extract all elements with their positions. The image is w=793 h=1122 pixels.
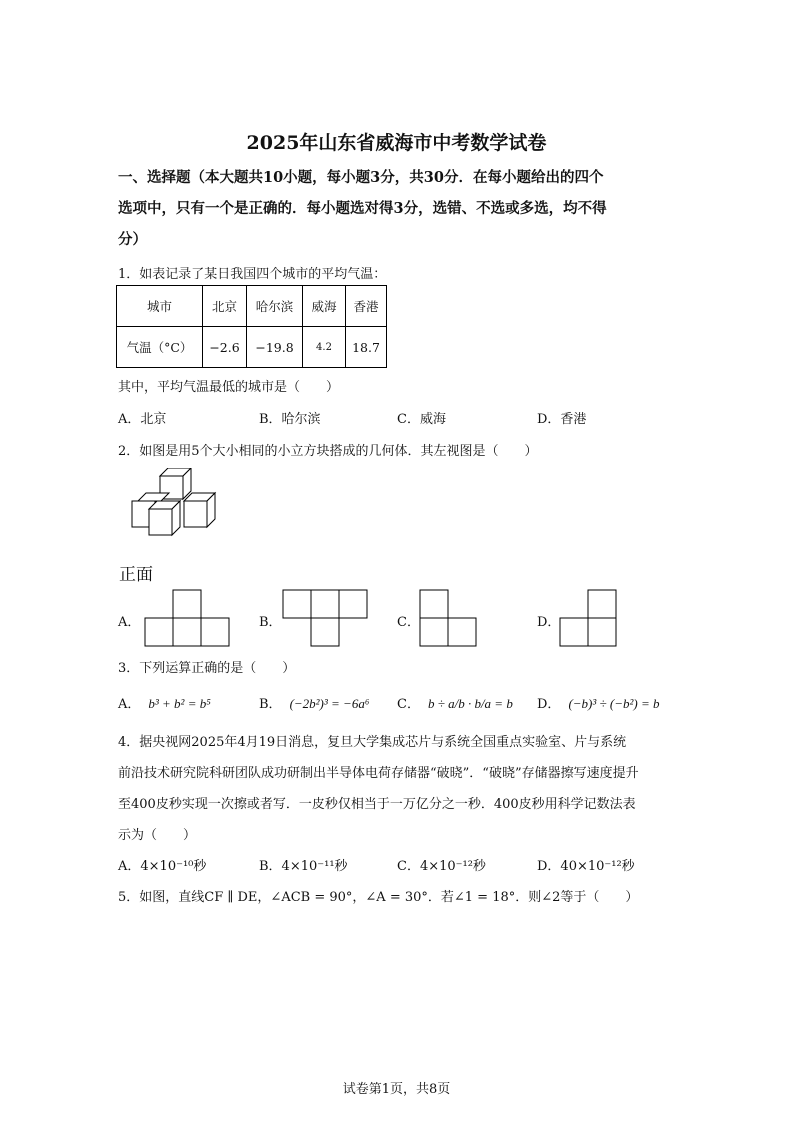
q1-question: 其中，平均气温最低的城市是（ ） — [118, 380, 340, 395]
q3-option-a-expr: b³ + b² = b⁵ — [148, 696, 211, 711]
q4-option-a[interactable]: A．4×10⁻¹⁰秒 — [118, 859, 207, 874]
q4-line3: 至400皮秒实现一次擦或者写．一皮秒仅相当于一万亿分之一秒．400皮秒用科学记数法表 — [118, 797, 636, 812]
front-view-label: 正面 — [119, 565, 153, 585]
q4-line4: 示为（ ） — [118, 828, 197, 843]
table-cell: −19.8 — [247, 327, 303, 368]
q2-option-a-figure[interactable] — [144, 589, 232, 647]
q3-stem: 3．下列运算正确的是（ ） — [118, 661, 296, 676]
option-letter: D． — [537, 697, 561, 712]
q2-option-b-figure[interactable] — [282, 589, 370, 647]
page-title: 2025年山东省威海市中考数学试卷 — [246, 132, 547, 154]
table-cell: 18.7 — [346, 327, 387, 368]
table-cell: 北京 — [203, 286, 247, 327]
q1-stem: 1．如表记录了某日我国四个城市的平均气温： — [118, 267, 387, 282]
option-letter: C． — [397, 697, 420, 712]
q2-option-d-figure[interactable] — [559, 589, 619, 647]
q3-option-b[interactable] — [259, 693, 369, 712]
option-letter: A． — [118, 697, 141, 712]
q3-option-c-expr: b ÷ a/b · b/a = b — [427, 696, 513, 711]
q2-option-b-letter[interactable]: B． — [259, 615, 282, 630]
q4-line2: 前沿技术研究院科研团队成功研制出半导体电荷存储器“破晓”．“破晓”存储器擦写速度提升 — [118, 766, 639, 781]
q1-option-c[interactable]: C．威海 — [397, 412, 446, 427]
q4-option-c[interactable]: C．4×10⁻¹²秒 — [397, 859, 486, 874]
q3-option-d-expr: (−b)³ ÷ (−b²) = b — [568, 696, 660, 711]
q4-option-b[interactable]: B．4×10⁻¹¹秒 — [259, 859, 348, 874]
q3-option-d[interactable] — [537, 693, 660, 712]
page-footer: 试卷第1页，共8页 — [342, 1082, 451, 1097]
table-cell: 4.2 — [303, 327, 346, 368]
table-cell: 香港 — [346, 286, 387, 327]
q2-option-a-letter[interactable]: A． — [118, 615, 141, 630]
q2-option-c-figure[interactable] — [419, 589, 479, 647]
q4-option-d[interactable]: D．40×10⁻¹²秒 — [537, 859, 635, 874]
section-heading-line2: 选项中，只有一个是正确的．每小题选对得3分，选错、不选或多选，均不得 — [118, 200, 607, 217]
q3-option-c[interactable] — [397, 693, 513, 712]
q4-line1: 4．据央视网2025年4月19日消息，复旦大学集成芯片与系统全国重点实验室、片与系统 — [118, 735, 627, 750]
section-heading-line3: 分） — [118, 231, 147, 248]
q3-option-a[interactable] — [118, 693, 211, 712]
table-cell: 威海 — [303, 286, 346, 327]
table-cell: 哈尔滨 — [247, 286, 303, 327]
q5-stem: 5．如图，直线CF ∥ DE，∠ACB = 90°，∠A = 30°．若∠1 = 18°．则∠2等于（ ） — [118, 890, 639, 905]
q2-stem: 2．如图是用5个大小相同的小立方块搭成的几何体．其左视图是（ ） — [118, 444, 538, 459]
q3-option-b-expr: (−2b²)³ = −6a⁶ — [289, 696, 370, 711]
table-row — [117, 327, 387, 368]
q2-option-c-letter[interactable]: C． — [397, 615, 420, 630]
q2-option-d-letter[interactable]: D． — [537, 615, 561, 630]
table-cell: 气温（°C） — [117, 327, 203, 368]
q1-option-a[interactable]: A．北京 — [118, 412, 167, 427]
q1-option-b[interactable]: B．哈尔滨 — [259, 412, 321, 427]
q1-option-d[interactable]: D．香港 — [537, 412, 587, 427]
cube-solid-figure — [125, 468, 225, 546]
option-letter: B． — [259, 697, 282, 712]
table-header-row — [117, 286, 387, 327]
section-heading-line1: 一、选择题（本大题共10小题，每小题3分，共30分．在每小题给出的四个 — [118, 169, 604, 186]
temperature-table — [116, 285, 387, 368]
table-cell: 城市 — [117, 286, 203, 327]
table-cell: −2.6 — [203, 327, 247, 368]
